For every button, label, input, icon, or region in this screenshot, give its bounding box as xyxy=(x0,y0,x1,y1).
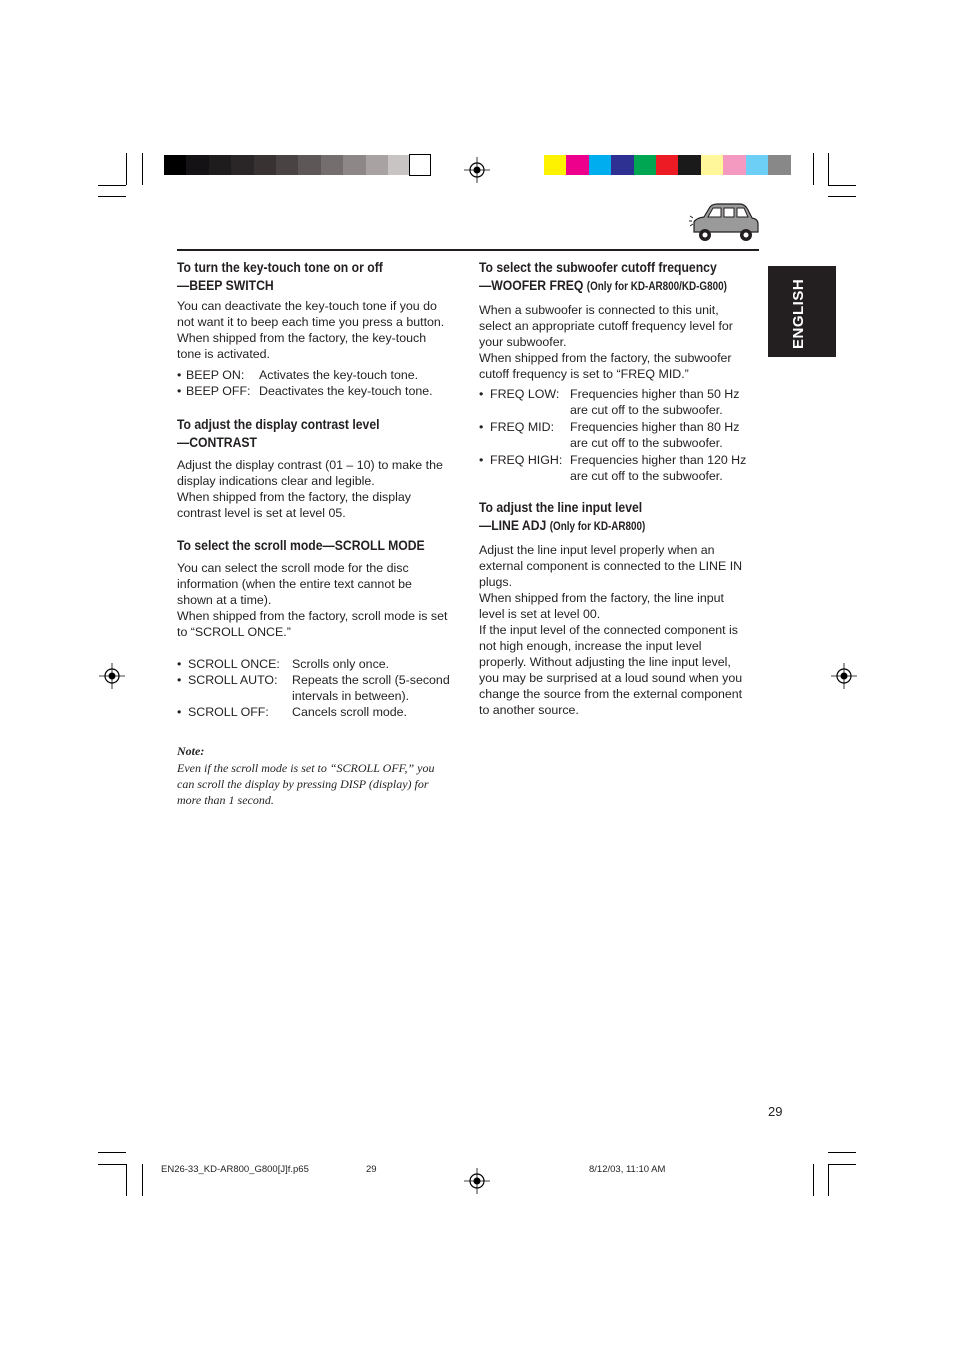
list-item: • SCROLL AUTO: Repeats the scroll (5-second intervals in between). xyxy=(177,673,450,703)
gray-swatch xyxy=(388,155,411,175)
text-line: not high enough, increase the input level xyxy=(479,639,702,653)
footer-page: 29 xyxy=(366,1164,377,1175)
text-line: plugs. xyxy=(479,575,513,589)
color-swatch xyxy=(723,155,746,175)
text-line: When a subwoofer is connected to this unit, xyxy=(479,303,719,317)
text-line: select an appropriate cutoff frequency level for xyxy=(479,319,733,333)
bullet-list xyxy=(177,656,462,720)
note xyxy=(177,743,462,808)
color-swatch xyxy=(589,155,612,175)
list-item: • FREQ HIGH: Frequencies higher than 120 Hz are cut off to the subwoofer. xyxy=(479,453,747,483)
text-line: You can select the scroll mode for the disc xyxy=(177,561,409,575)
note-body xyxy=(177,760,462,808)
text-line: When shipped from the factory, the line input xyxy=(479,591,724,605)
text-line: contrast level is set at level 05. xyxy=(177,506,346,520)
gray-swatch xyxy=(343,155,366,175)
list-item: • SCROLL OFF: Cancels scroll mode. xyxy=(177,705,408,719)
text-line: display indications clear and legible. xyxy=(177,474,375,488)
gray-swatch xyxy=(321,155,344,175)
color-swatch xyxy=(746,155,769,175)
color-swatch xyxy=(544,155,567,175)
gray-swatch xyxy=(410,155,430,175)
text-line: When shipped from the factory, the subwoofer xyxy=(479,351,732,365)
text-line: properly. Without adjusting the line input level, xyxy=(479,655,731,669)
registration-mark-icon xyxy=(99,663,125,689)
section-title: To adjust the display contrast level —CONTRAST xyxy=(177,417,380,451)
left-column xyxy=(177,259,462,808)
text-line: you may be surprised at a loud sound when you xyxy=(479,671,743,685)
list-item: • FREQ MID: Frequencies higher than 80 Hz are cut off to the subwoofer. xyxy=(479,420,740,450)
text-line: shown at a time). xyxy=(177,593,272,607)
color-swatch xyxy=(656,155,679,175)
gray-swatch xyxy=(366,155,389,175)
bullet-list xyxy=(479,386,764,484)
section-title: To select the subwoofer cutoff frequency —WOOFER FREQ (Only for KD-AR800/KD-G800) xyxy=(479,260,727,294)
section-title: To adjust the line input level —LINE ADJ (Only for KD-AR800) xyxy=(479,500,646,534)
note-title: Note: xyxy=(177,744,205,758)
text-line: cutoff frequency is set to “FREQ MID.” xyxy=(479,367,689,381)
list-item: • FREQ LOW: Frequencies higher than 50 Hz are cut off to the subwoofer. xyxy=(479,387,740,417)
gray-swatch xyxy=(254,155,277,175)
text-line: tone is activated. xyxy=(177,347,270,361)
text-line: to another source. xyxy=(479,703,579,717)
gray-swatch xyxy=(209,155,232,175)
text-line: your subwoofer. xyxy=(479,335,567,349)
section-body xyxy=(479,302,764,382)
registration-mark-icon xyxy=(831,663,857,689)
text-line: If the input level of the connected component is xyxy=(479,623,738,637)
text-line: change the source from the external component xyxy=(479,687,743,701)
header-rule xyxy=(177,249,759,251)
section-title: To select the scroll mode—SCROLL MODE xyxy=(177,538,425,554)
section-body xyxy=(177,457,462,521)
color-swatch xyxy=(768,155,791,175)
gray-swatch xyxy=(186,155,209,175)
text-line: Adjust the display contrast (01 – 10) to make the xyxy=(177,458,443,472)
car-speaker-icon xyxy=(688,202,760,244)
color-swatch xyxy=(701,155,724,175)
gray-swatch xyxy=(298,155,321,175)
text-line: to “SCROLL ONCE.” xyxy=(177,625,291,639)
text-line: When shipped from the factory, scroll mode is set xyxy=(177,609,448,623)
text-line: When shipped from the factory, the key-touch xyxy=(177,331,427,345)
registration-mark-icon xyxy=(464,157,490,183)
text-line: Even if the scroll mode is set to “SCROLL OFF,” you xyxy=(177,761,435,775)
text-line: Adjust the line input level properly when an xyxy=(479,543,715,557)
text-line: external component is connected to the LINE IN xyxy=(479,559,743,573)
list-item: • BEEP ON: Activates the key-touch tone. xyxy=(177,368,419,382)
gray-swatch xyxy=(164,155,187,175)
section-body xyxy=(479,542,764,718)
footer-timestamp: 8/12/03, 11:10 AM xyxy=(589,1164,666,1175)
color-swatch xyxy=(678,155,701,175)
language-tab-label: ENGLISH xyxy=(790,278,807,349)
text-line: level is set at level 00. xyxy=(479,607,601,621)
text-line: can scroll the display by pressing DISP (display) for xyxy=(177,777,429,791)
right-column xyxy=(479,259,764,718)
registration-mark-icon xyxy=(464,1168,490,1194)
gray-swatch xyxy=(276,155,299,175)
text-line: information (when the entire text cannot be xyxy=(177,577,412,591)
list-item: • SCROLL ONCE: Scrolls only once. xyxy=(177,657,390,671)
gray-swatch xyxy=(231,155,254,175)
footer-filename: EN26-33_KD-AR800_G800[J]f.p65 xyxy=(161,1164,309,1175)
color-swatch xyxy=(634,155,657,175)
color-swatch xyxy=(611,155,634,175)
text-line: not want it to beep each time you press a button. xyxy=(177,315,445,329)
section-title: To turn the key-touch tone on or off —BEEP SWITCH xyxy=(177,260,383,294)
section-body xyxy=(177,298,462,362)
text-line: When shipped from the factory, the display xyxy=(177,490,411,504)
text-line: You can deactivate the key-touch tone if you do xyxy=(177,299,437,313)
text-line: more than 1 second. xyxy=(177,793,274,807)
language-tab xyxy=(768,266,836,357)
section-body xyxy=(177,560,462,640)
list-item: • BEEP OFF: Deactivates the key-touch tone. xyxy=(177,384,433,398)
page-number: 29 xyxy=(768,1104,783,1119)
bullet-list xyxy=(177,367,462,399)
color-swatch xyxy=(566,155,589,175)
